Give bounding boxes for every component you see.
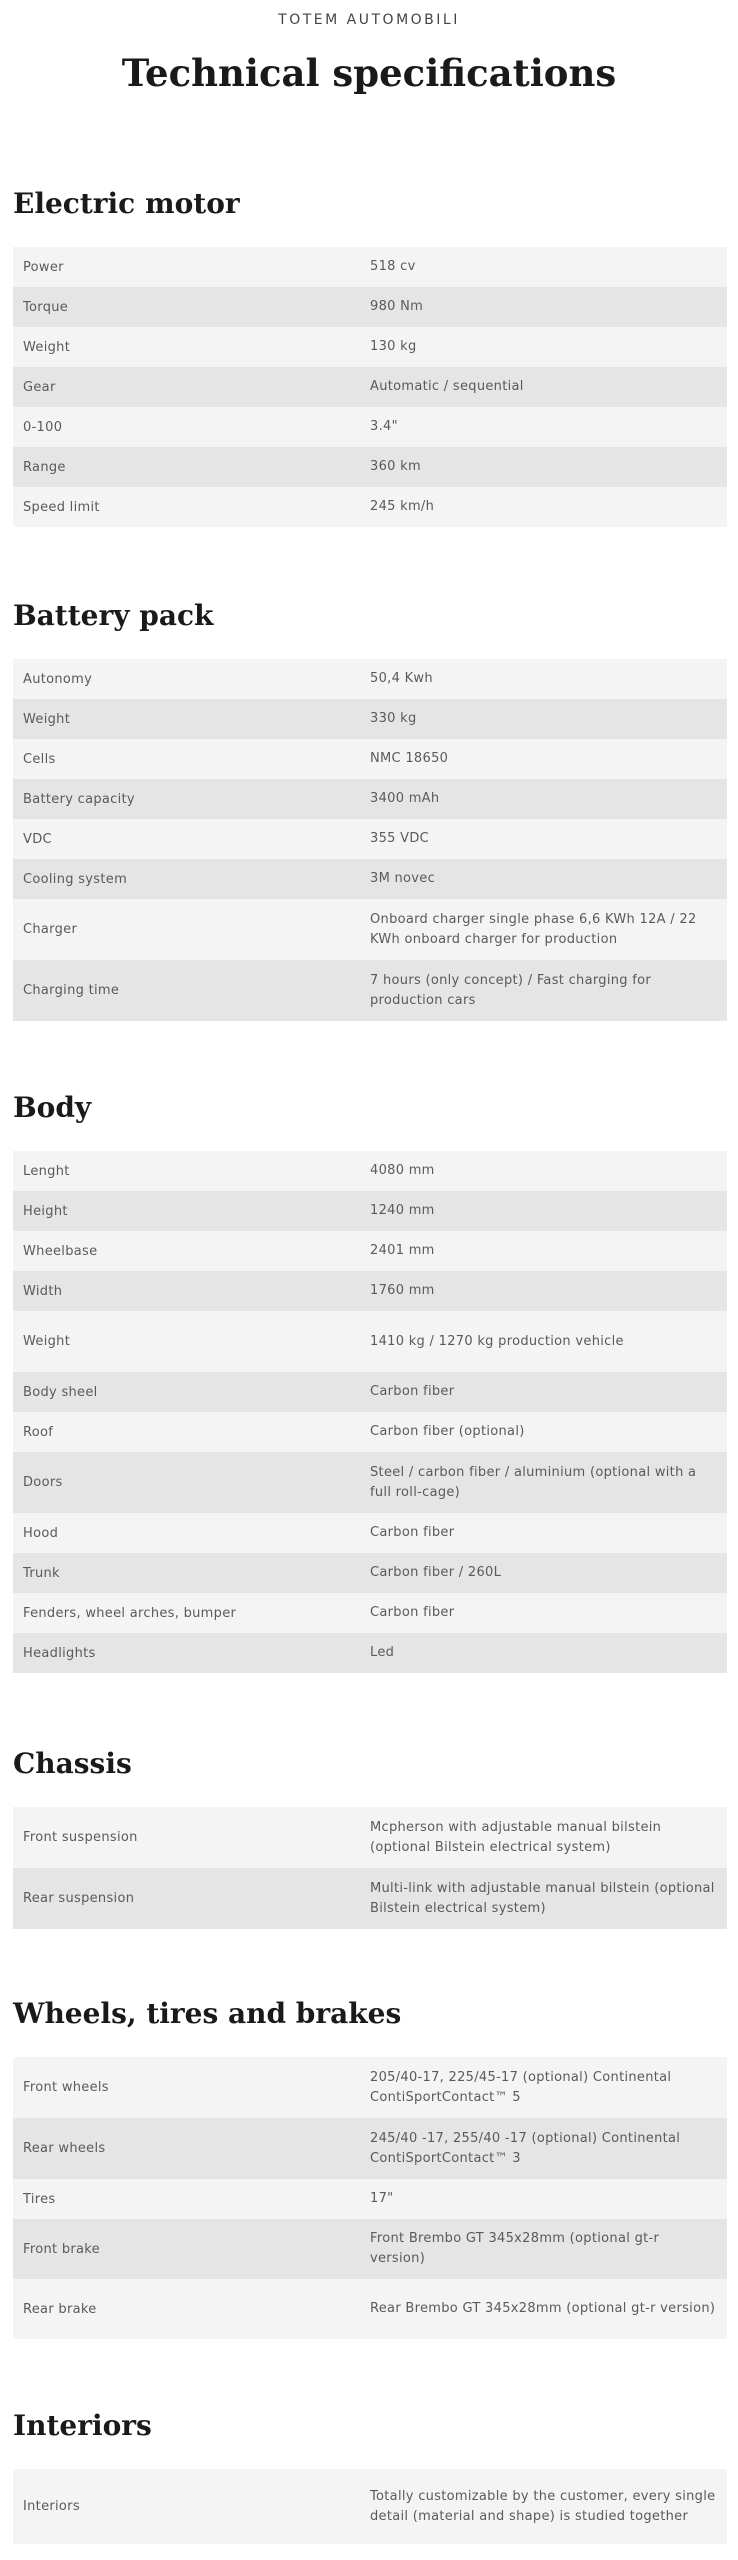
spec-value: 245/40 -17, 255/40 -17 (optional) Continental ContiSportContact™ 3 (370, 2130, 681, 2166)
spec-label: Front suspension (23, 1830, 138, 1845)
spec-label: Tires (23, 2191, 56, 2207)
spec-label: Lenght (23, 1163, 70, 1179)
spec-label: Front brake (23, 2241, 100, 2257)
spec-label: Headlights (23, 1645, 96, 1661)
spec-row (13, 327, 727, 367)
section-electric-motor (13, 184, 727, 527)
spec-label: Interiors (23, 2499, 80, 2514)
spec-row (13, 2469, 727, 2544)
spec-value: 3.4" (370, 419, 398, 434)
spec-value: 1760 mm (370, 1283, 435, 1298)
spec-label: Autonomy (23, 671, 93, 687)
spec-label: Doors (23, 1475, 63, 1490)
spec-row (13, 1633, 727, 1673)
section-title: Chassis (13, 1747, 132, 1780)
spec-row (13, 1452, 727, 1513)
spec-row (13, 859, 727, 899)
spec-value: Carbon fiber (370, 1605, 455, 1620)
spec-label: Charger (23, 922, 78, 937)
spec-row (13, 487, 727, 527)
spec-table (13, 247, 727, 527)
section-body (13, 1088, 727, 1673)
spec-value: 1240 mm (370, 1203, 435, 1218)
spec-table (13, 2469, 727, 2544)
spec-table (13, 659, 727, 1021)
brand-name: TOTEM AUTOMOBILI (278, 12, 460, 28)
spec-label: 0-100 (23, 419, 63, 435)
spec-row (13, 739, 727, 779)
spec-row (13, 447, 727, 487)
spec-label: Hood (23, 1525, 59, 1541)
spec-row (13, 367, 727, 407)
section-interiors (13, 2406, 727, 2544)
spec-row (13, 2219, 727, 2279)
spec-label: Trunk (23, 1565, 60, 1581)
spec-value: 245 km/h (370, 499, 435, 514)
spec-value: Carbon fiber (optional) (370, 1424, 525, 1439)
spec-value: 3400 mAh (370, 791, 440, 806)
spec-row (13, 2179, 727, 2219)
spec-row (13, 247, 727, 287)
spec-value: Led (370, 1645, 395, 1660)
spec-value: 3M novec (370, 871, 436, 886)
spec-value: 7 hours (only concept) / Fast charging for production cars (370, 972, 652, 1008)
spec-row (13, 1593, 727, 1633)
spec-label: Cells (23, 751, 56, 767)
spec-label: Battery capacity (23, 791, 135, 807)
section-title: Interiors (13, 2409, 152, 2442)
spec-value: Steel / carbon fiber / aluminium (optional with a full roll-cage) (370, 1464, 697, 1500)
spec-label: Speed limit (23, 499, 100, 515)
spec-value: Front Brembo GT 345x28mm (optional gt-r version) (370, 2231, 660, 2266)
spec-row (13, 2057, 727, 2118)
spec-row (13, 1412, 727, 1452)
spec-row (13, 1271, 727, 1311)
section-title: Wheels, tires and brakes (13, 1997, 402, 2030)
spec-row (13, 1191, 727, 1231)
spec-value: Mcpherson with adjustable manual bilstein (optional Bilstein electrical system) (370, 1819, 662, 1855)
spec-label: Weight (23, 1334, 71, 1349)
spec-value: 360 km (370, 459, 421, 474)
spec-row (13, 899, 727, 960)
spec-label: Cooling system (23, 871, 128, 887)
spec-value: 4080 mm (370, 1163, 435, 1178)
section-battery-pack (13, 596, 727, 1021)
spec-label: Width (23, 1283, 63, 1299)
spec-value: 980 Nm (370, 299, 424, 314)
spec-row (13, 1513, 727, 1553)
spec-label: Body sheel (23, 1384, 98, 1400)
spec-value: Multi-link with adjustable manual bilstein (optional Bilstein electrical system) (370, 1880, 715, 1916)
spec-row (13, 960, 727, 1021)
spec-label: Front wheels (23, 2080, 109, 2095)
spec-row (13, 1231, 727, 1271)
spec-value: 205/40-17, 225/45-17 (optional) Continental ContiSportContact™ 5 (370, 2069, 672, 2105)
spec-label: Wheelbase (23, 1243, 98, 1259)
spec-row (13, 1807, 727, 1868)
spec-value: 2401 mm (370, 1243, 435, 1258)
spec-row (13, 407, 727, 447)
spec-label: Weight (23, 711, 71, 727)
spec-row (13, 2279, 727, 2339)
spec-label: Rear brake (23, 2301, 97, 2317)
spec-label: Weight (23, 339, 71, 355)
spec-label: Gear (23, 379, 56, 395)
spec-label: Fenders, wheel arches, bumper (23, 1605, 237, 1621)
spec-table (13, 2057, 727, 2339)
spec-row (13, 779, 727, 819)
spec-value: 50,4 Kwh (370, 671, 433, 686)
spec-row (13, 1553, 727, 1593)
spec-label: Rear suspension (23, 1891, 135, 1906)
spec-value: Carbon fiber (370, 1384, 455, 1399)
spec-row (13, 819, 727, 859)
spec-row (13, 659, 727, 699)
spec-row (13, 1868, 727, 1929)
spec-value: 518 cv (370, 259, 416, 274)
spec-label: Torque (23, 299, 69, 315)
spec-value: Onboard charger single phase 6,6 KWh 12A / 22 KWh onboard charger for production (370, 911, 697, 947)
spec-value: 330 kg (370, 711, 417, 726)
page-title: Technical specifications (121, 51, 617, 95)
spec-row (13, 1311, 727, 1372)
spec-value: 130 kg (370, 339, 417, 354)
spec-row (13, 2118, 727, 2179)
spec-value: Automatic / sequential (370, 379, 524, 394)
spec-value: 355 VDC (370, 831, 430, 846)
spec-table (13, 1807, 727, 1929)
spec-value: Rear Brembo GT 345x28mm (optional gt-r version) (370, 2301, 716, 2316)
spec-table (13, 1151, 727, 1673)
spec-label: Rear wheels (23, 2141, 106, 2156)
spec-label: Height (23, 1203, 68, 1219)
spec-row (13, 1151, 727, 1191)
spec-value: 1410 kg / 1270 kg production vehicle (370, 1333, 624, 1349)
spec-label: Roof (23, 1424, 54, 1440)
section-wheels-tires-brakes (13, 1994, 727, 2339)
spec-label: VDC (23, 831, 52, 847)
spec-label: Charging time (23, 983, 120, 998)
spec-value: NMC 18650 (370, 751, 449, 766)
spec-row (13, 1372, 727, 1412)
spec-value: Carbon fiber / 260L (370, 1565, 502, 1580)
spec-row (13, 287, 727, 327)
section-title: Body (13, 1091, 92, 1124)
spec-value: Totally customizable by the customer, every single detail (material and shape) is studied together (370, 2488, 716, 2524)
spec-row (13, 699, 727, 739)
spec-value: 17" (370, 2191, 394, 2206)
section-title: Electric motor (13, 187, 240, 220)
spec-label: Range (23, 459, 66, 475)
spec-value: Carbon fiber (370, 1525, 455, 1540)
spec-label: Power (23, 259, 64, 275)
section-title: Battery pack (13, 599, 214, 632)
section-chassis (13, 1744, 727, 1929)
